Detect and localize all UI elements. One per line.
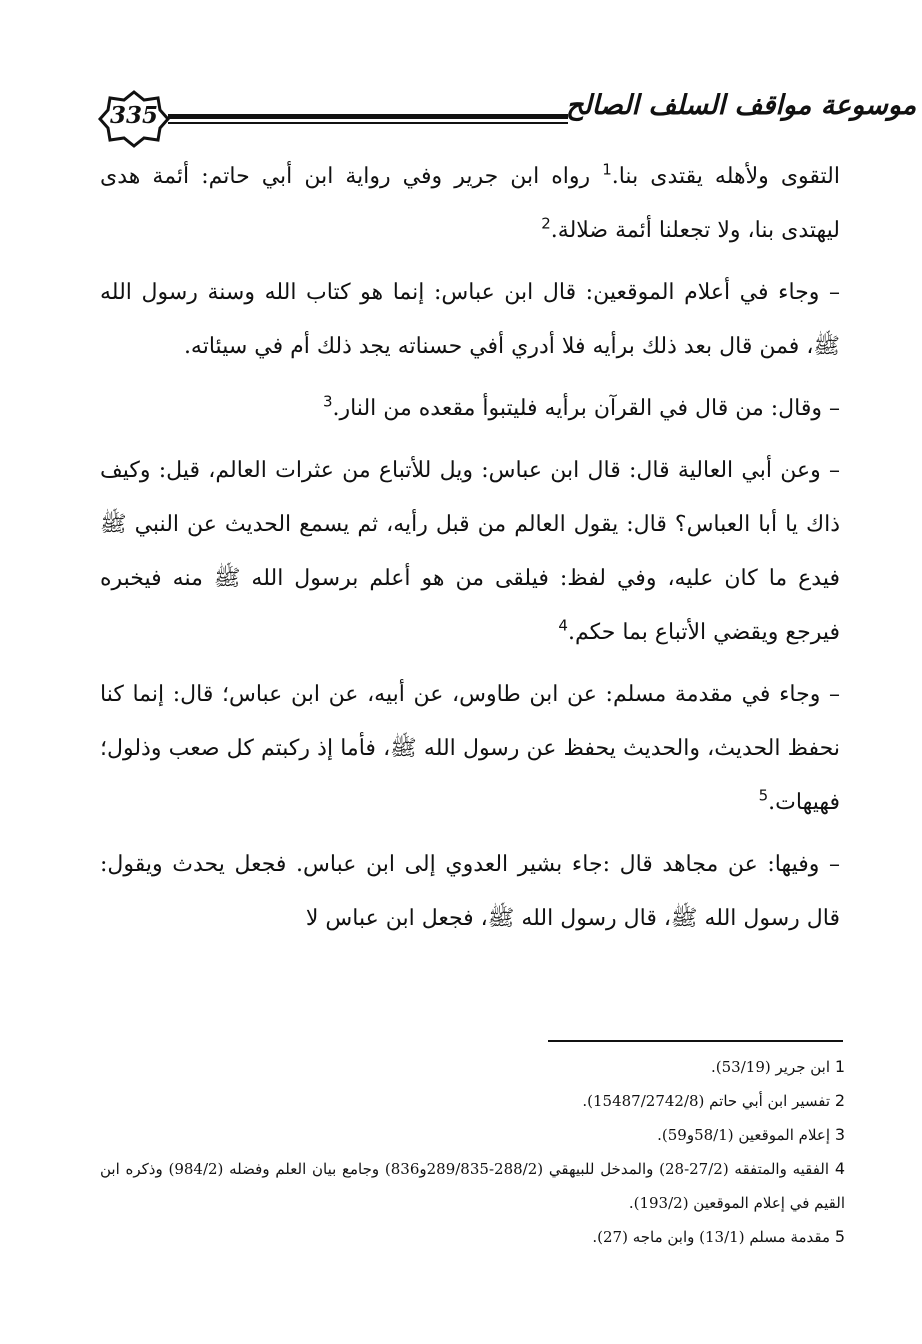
paragraph-2 — [100, 266, 840, 374]
footnote-text: الفقيه والمتفقه (27/2-28) والمدخل للبيهقي (288/2-289/835و836) وجامع بيان العلم وفضله (984/2) وذكره ابن القيم في إعلام الموقعين (193/2). — [100, 1160, 845, 1212]
footnote-text: ابن جرير (53/19). — [711, 1058, 831, 1076]
footnote-2 — [100, 1084, 845, 1118]
page-number: 335 — [109, 102, 158, 129]
footnote-5 — [100, 1220, 845, 1254]
paragraph-text: – وقال: من قال في القرآن برأيه فليتبوأ مقعده من النار. — [332, 396, 840, 421]
footnote-ref: 3 — [322, 392, 333, 411]
footnote-number: 5 — [834, 1227, 845, 1246]
main-text — [100, 150, 840, 946]
paragraph-6 — [100, 838, 840, 946]
paragraph-text: – وجاء في مقدمة مسلم: عن ابن طاوس، عن أبيه، عن ابن عباس؛ قال: إنما كنا نحفظ الحديث، والحديث يحفظ عن رسول الله ﷺ، فأما إذ ركبتم كل صعب وذلول؛ فهيهات. — [100, 682, 840, 815]
footnote-4 — [100, 1152, 845, 1220]
paragraph-1 — [100, 150, 840, 258]
footnote-number: 3 — [834, 1125, 845, 1144]
paragraph-3 — [100, 382, 840, 436]
paragraph-text: – وعن أبي العالية قال: قال ابن عباس: ويل للأتباع من عثرات العالم، قيل: وكيف ذاك يا أبا العباس؟ قال: يقول العالم من قبل رأيه، ثم يسمع الحديث عن النبي ﷺ فيدع ما كان عليه، وفي لفظ: فيلقى من هو أعلم برسول الله ﷺ منه فيخبره فيرجع ويقضي الأتباع بما حكم. — [100, 458, 841, 645]
page-header — [98, 90, 917, 150]
footnote-3 — [100, 1118, 845, 1152]
page-number-badge — [98, 90, 170, 148]
paragraph-text: رواه ابن جرير وفي رواية ابن أبي حاتم: أئمة هدى ليهتدى بنا، ولا تجعلنا أئمة ضلالة. — [100, 164, 840, 243]
paragraph-5 — [100, 668, 840, 830]
footnote-number: 4 — [834, 1159, 845, 1178]
footnote-ref: 4 — [558, 616, 568, 635]
header-rule — [168, 114, 568, 119]
paragraph-4 — [100, 444, 840, 660]
footnote-ref: 1 — [602, 160, 612, 179]
footnote-number: 1 — [834, 1057, 845, 1076]
footnote-1 — [100, 1050, 845, 1084]
book-title: موسوعة مواقف السلف الصالح — [566, 90, 917, 121]
footnote-text: مقدمة مسلم (13/1) وابن ماجه (27). — [592, 1228, 831, 1246]
footnote-text: تفسير ابن أبي حاتم (15487/2742/8). — [582, 1092, 831, 1110]
footnote-number: 2 — [834, 1091, 845, 1110]
footnote-separator — [548, 1040, 843, 1042]
footnotes — [100, 1050, 845, 1254]
paragraph-text: – وفيها: عن مجاهد قال :جاء بشير العدوي إلى ابن عباس. فجعل يحدث ويقول: قال رسول الله ﷺ، قال رسول الله ﷺ، فجعل ابن عباس لا — [100, 852, 840, 931]
paragraph-text: التقوى ولأهله يقتدى بنا. — [611, 164, 840, 189]
footnote-ref: 5 — [758, 786, 769, 805]
header-rule-thin — [168, 122, 568, 124]
footnote-text: إعلام الموقعين (58/1و59). — [657, 1126, 831, 1144]
footnote-ref: 2 — [541, 214, 551, 233]
paragraph-text: – وجاء في أعلام الموقعين: قال ابن عباس: إنما هو كتاب الله وسنة رسول الله ﷺ، فمن قال بعد ذلك برأيه فلا أدري أفي حسناته يجد ذلك أم في سيئاته. — [100, 280, 840, 359]
